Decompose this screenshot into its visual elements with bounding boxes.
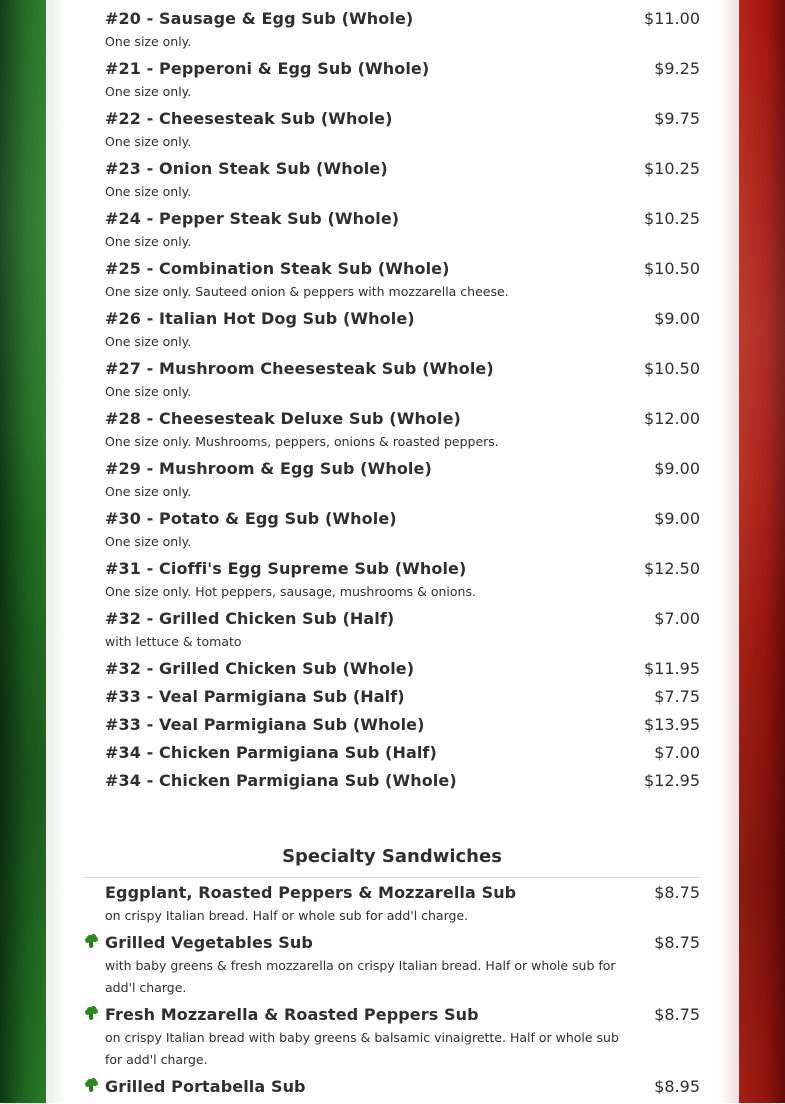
menu-item[interactable] [105, 358, 700, 408]
menu-item-row [105, 770, 700, 792]
vegetarian-broccoli-icon [83, 933, 99, 949]
menu-item-name[interactable]: #27 - Mushroom Cheesesteak Sub (Whole) [105, 359, 494, 378]
menu-item-row [105, 358, 700, 380]
menu-item-description: One size only. Hot peppers, sausage, mushrooms & onions. [105, 584, 476, 599]
menu-item-name[interactable]: #31 - Cioffi's Egg Supreme Sub (Whole) [105, 559, 467, 578]
menu-item-price: $10.25 [644, 159, 700, 178]
italian-flag-green-border [0, 0, 48, 1103]
menu-item-description: One size only. Sauteed onion & peppers with mozzarella cheese. [105, 284, 509, 299]
menu-item-price: $9.00 [654, 459, 700, 478]
menu-item-price: $9.25 [654, 59, 700, 78]
menu-item-price: $11.95 [644, 659, 700, 678]
menu-item[interactable] [105, 714, 700, 742]
menu-item-description: One size only. [105, 334, 192, 349]
menu-item-name[interactable]: #21 - Pepperoni & Egg Sub (Whole) [105, 59, 430, 78]
menu-item[interactable] [105, 770, 700, 798]
menu-item-price: $11.00 [644, 9, 700, 28]
menu-item-name[interactable]: Eggplant, Roasted Peppers & Mozzarella Sub [105, 883, 517, 902]
menu-item[interactable] [105, 1004, 700, 1076]
menu-item-description: One size only. [105, 234, 192, 249]
menu-item-name[interactable]: #33 - Veal Parmigiana Sub (Half) [105, 687, 405, 706]
menu-item-description: with baby greens & fresh mozzarella on crispy Italian bread. Half or whole sub for add'l charge. [105, 958, 616, 995]
menu-item-name[interactable]: #28 - Cheesesteak Deluxe Sub (Whole) [105, 409, 461, 428]
menu-item-price: $12.00 [644, 409, 700, 428]
menu-item-name[interactable]: #25 - Combination Steak Sub (Whole) [105, 259, 450, 278]
menu-item-row [105, 8, 700, 30]
menu-item[interactable] [105, 508, 700, 558]
menu-item-row [105, 158, 700, 180]
menu-item-name[interactable]: #26 - Italian Hot Dog Sub (Whole) [105, 309, 415, 328]
menu-item-name[interactable]: Grilled Portabella Sub [105, 1077, 306, 1096]
menu-item-description: on crispy Italian bread. Half or whole sub for add'l charge. [105, 908, 469, 923]
menu-item-price: $7.00 [654, 743, 700, 762]
menu-item[interactable] [105, 208, 700, 258]
menu-item-row [105, 932, 700, 954]
menu-item[interactable] [105, 8, 700, 58]
specialty-list [105, 882, 700, 1104]
menu-item-row [105, 408, 700, 430]
menu-item-price: $8.75 [654, 1005, 700, 1024]
menu-item-name[interactable]: #32 - Grilled Chicken Sub (Half) [105, 609, 395, 628]
menu-item[interactable] [105, 258, 700, 308]
menu-item-name[interactable]: #32 - Grilled Chicken Sub (Whole) [105, 659, 415, 678]
vegetarian-broccoli-icon [83, 1077, 99, 1093]
menu-item-row [105, 458, 700, 480]
subs-list [105, 8, 700, 798]
menu-item-row [105, 208, 700, 230]
menu-item-row [105, 508, 700, 530]
menu-item[interactable] [105, 658, 700, 686]
italian-flag-red-border [739, 0, 785, 1103]
menu-item-price: $9.75 [654, 109, 700, 128]
menu-item-description: One size only. [105, 384, 192, 399]
menu-item-name[interactable]: #34 - Chicken Parmigiana Sub (Whole) [105, 771, 457, 790]
menu-item-price: $13.95 [644, 715, 700, 734]
menu-item-name[interactable]: Fresh Mozzarella & Roasted Peppers Sub [105, 1005, 479, 1024]
menu-item-name[interactable]: #23 - Onion Steak Sub (Whole) [105, 159, 388, 178]
menu-item-description: with lettuce & tomato [105, 634, 242, 649]
menu-item[interactable] [105, 742, 700, 770]
menu-item-row [105, 308, 700, 330]
menu-item-price: $9.00 [654, 509, 700, 528]
menu-item-price: $7.00 [654, 609, 700, 628]
menu-item-row [105, 1076, 700, 1098]
menu-item[interactable] [105, 458, 700, 508]
menu-item-name[interactable]: #30 - Potato & Egg Sub (Whole) [105, 509, 397, 528]
menu-item-description: One size only. Mushrooms, peppers, onions & roasted peppers. [105, 434, 499, 449]
menu-item-row [105, 658, 700, 680]
menu-item-price: $8.75 [654, 883, 700, 902]
menu-item-price: $7.75 [654, 687, 700, 706]
menu-item-name[interactable]: #29 - Mushroom & Egg Sub (Whole) [105, 459, 432, 478]
menu-item-name[interactable]: #33 - Veal Parmigiana Sub (Whole) [105, 715, 425, 734]
menu-item[interactable] [105, 1076, 700, 1104]
menu-item-description: One size only. [105, 484, 192, 499]
menu-item[interactable] [105, 158, 700, 208]
menu-item-row [105, 742, 700, 764]
right-fade [718, 0, 740, 1103]
menu-item-price: $8.75 [654, 933, 700, 952]
menu-item-description: One size only. [105, 134, 192, 149]
menu-item-description: One size only. [105, 84, 192, 99]
menu-item-description: One size only. [105, 534, 192, 549]
menu-item-row [105, 108, 700, 130]
menu-item-name[interactable]: #34 - Chicken Parmigiana Sub (Half) [105, 743, 437, 762]
menu-item[interactable] [105, 108, 700, 158]
menu-item-row [105, 686, 700, 708]
menu-item-row [105, 1004, 700, 1026]
menu-item[interactable] [105, 608, 700, 658]
menu-item[interactable] [105, 686, 700, 714]
menu-item-description: One size only. [105, 34, 192, 49]
menu-item-price: $12.50 [644, 559, 700, 578]
menu-item[interactable] [105, 882, 700, 932]
menu-item-row [105, 714, 700, 736]
menu-item[interactable] [105, 308, 700, 358]
left-fade [46, 0, 66, 1103]
menu-item-name[interactable]: #20 - Sausage & Egg Sub (Whole) [105, 9, 414, 28]
menu-item-price: $10.50 [644, 259, 700, 278]
menu-item-row [105, 608, 700, 630]
section-title: Specialty Sandwiches [282, 846, 502, 867]
menu-item-name[interactable]: #24 - Pepper Steak Sub (Whole) [105, 209, 400, 228]
menu-item-price: $10.50 [644, 359, 700, 378]
menu-item-description: One size only. [105, 184, 192, 199]
menu-item-price: $8.95 [654, 1077, 700, 1096]
menu-item[interactable] [105, 408, 700, 458]
menu-item[interactable] [105, 558, 700, 608]
menu-item-price: $12.95 [644, 771, 700, 790]
menu-item[interactable] [105, 932, 700, 1004]
menu-item-description: on crispy Italian bread with baby greens & balsamic vinaigrette. Half or whole sub for add'l charge. [105, 1030, 619, 1067]
menu-item-row [105, 58, 700, 80]
menu-item-name[interactable]: #22 - Cheesesteak Sub (Whole) [105, 109, 393, 128]
menu-item-price: $9.00 [654, 309, 700, 328]
menu-item-name[interactable]: Grilled Vegetables Sub [105, 933, 313, 952]
menu-item-row [105, 258, 700, 280]
menu-item[interactable] [105, 58, 700, 108]
menu-item-row [105, 558, 700, 580]
menu-item-row [105, 882, 700, 904]
menu-item-price: $10.25 [644, 209, 700, 228]
section-divider [84, 877, 700, 878]
vegetarian-broccoli-icon [83, 1005, 99, 1021]
